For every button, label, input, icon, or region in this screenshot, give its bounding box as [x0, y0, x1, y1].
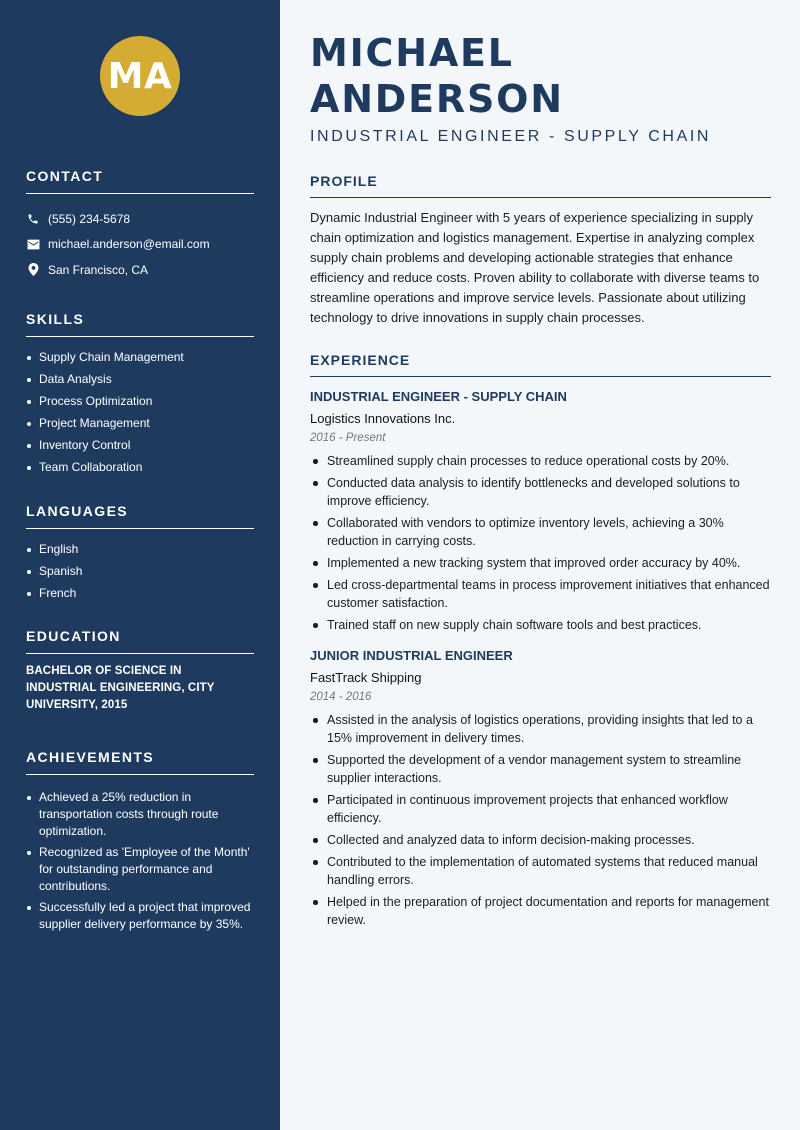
job-entry — [310, 389, 771, 634]
language-item: English — [26, 541, 254, 558]
job-company: FastTrack Shipping — [310, 670, 422, 685]
candidate-name: MICHAEL ANDERSON — [310, 31, 564, 121]
profile-heading: PROFILE — [310, 173, 771, 198]
job-dates: 2014 - 2016 — [310, 691, 372, 703]
job-bullet: Assisted in the analysis of logistics operations, providing insights that led to a 15% improvement in delivery times. — [310, 711, 771, 747]
job-company: Logistics Innovations Inc. — [310, 411, 456, 426]
achievements-heading: ACHIEVEMENTS — [26, 749, 254, 775]
profile-section — [310, 173, 771, 328]
education-degree: BACHELOR OF SCIENCE IN INDUSTRIAL ENGINEERING, CITY UNIVERSITY, 2015 — [26, 664, 215, 711]
phone-icon — [26, 212, 40, 226]
location-icon — [26, 263, 40, 277]
job-bullet: Trained staff on new supply chain software tools and best practices. — [310, 616, 771, 634]
contact-phone — [26, 206, 254, 232]
experience-section — [310, 352, 771, 929]
skills-section — [26, 311, 254, 476]
achievement-item: Recognized as 'Employee of the Month' for outstanding performance and contributions. — [26, 844, 254, 895]
job-bullet: Implemented a new tracking system that improved order accuracy by 40%. — [310, 554, 771, 572]
skills-heading: SKILLS — [26, 311, 254, 337]
job-bullets — [310, 711, 771, 929]
skill-item: Project Management — [26, 415, 254, 432]
achievement-item: Successfully led a project that improved supplier delivery performance by 35%. — [26, 899, 254, 933]
candidate-title: INDUSTRIAL ENGINEER - SUPPLY CHAIN — [310, 128, 712, 145]
job-bullet: Participated in continuous improvement projects that enhanced workflow efficiency. — [310, 791, 771, 827]
skill-item: Team Collaboration — [26, 459, 254, 476]
contact-location — [26, 257, 254, 283]
skills-list — [26, 349, 254, 476]
contact-list — [26, 206, 254, 283]
language-item: Spanish — [26, 563, 254, 580]
job-bullet: Conducted data analysis to identify bottlenecks and developed solutions to improve efficiency. — [310, 474, 771, 510]
contact-email-text: michael.anderson@email.com — [48, 237, 210, 252]
skill-item: Supply Chain Management — [26, 349, 254, 366]
contact-location-text: San Francisco, CA — [48, 262, 149, 277]
job-title: INDUSTRIAL ENGINEER - SUPPLY CHAIN — [310, 389, 567, 404]
education-heading: EDUCATION — [26, 628, 254, 654]
experience-heading: EXPERIENCE — [310, 352, 771, 377]
job-bullet: Contributed to the implementation of automated systems that reduced manual handling errors. — [310, 853, 771, 889]
job-bullets — [310, 452, 771, 634]
education-section — [26, 628, 254, 714]
job-title: JUNIOR INDUSTRIAL ENGINEER — [310, 648, 513, 663]
job-bullet: Supported the development of a vendor management system to streamline supplier interactions. — [310, 751, 771, 787]
job-bullet: Led cross-departmental teams in process improvement initiatives that enhanced customer satisfaction. — [310, 576, 771, 612]
profile-summary: Dynamic Industrial Engineer with 5 years of experience specializing in supply chain optimization and logistics management. Expertise in analyzing complex supply chain problems and developing actionable strategies that enhance efficiency and reduce costs. Proven ability to collaborate with diverse teams to streamline operations and improve service levels. Passionate about utilizing technology to drive innovations in supply chain processes. — [310, 210, 760, 325]
email-icon — [26, 237, 40, 251]
job-bullet: Streamlined supply chain processes to reduce operational costs by 20%. — [310, 452, 771, 470]
language-item: French — [26, 585, 254, 602]
contact-email — [26, 232, 254, 258]
job-bullet: Collaborated with vendors to optimize inventory levels, achieving a 30% reduction in carrying costs. — [310, 514, 771, 550]
achievements-section — [26, 749, 254, 933]
job-bullet: Collected and analyzed data to inform decision-making processes. — [310, 831, 771, 849]
achievement-item: Achieved a 25% reduction in transportation costs through route optimization. — [26, 789, 254, 840]
languages-list — [26, 541, 254, 602]
avatar-initials: MA — [100, 36, 180, 116]
skill-item: Data Analysis — [26, 371, 254, 388]
skill-item: Process Optimization — [26, 393, 254, 410]
contact-heading: CONTACT — [26, 168, 254, 194]
skill-item: Inventory Control — [26, 437, 254, 454]
contact-phone-text: (555) 234-5678 — [48, 211, 131, 226]
contact-section — [26, 168, 254, 283]
job-dates: 2016 - Present — [310, 432, 386, 444]
job-entry — [310, 648, 771, 929]
languages-heading: LANGUAGES — [26, 503, 254, 529]
achievements-list — [26, 789, 254, 933]
sidebar — [0, 0, 280, 1130]
main-content — [280, 0, 800, 1130]
job-bullet: Helped in the preparation of project documentation and reports for management review. — [310, 893, 771, 929]
languages-section — [26, 503, 254, 602]
